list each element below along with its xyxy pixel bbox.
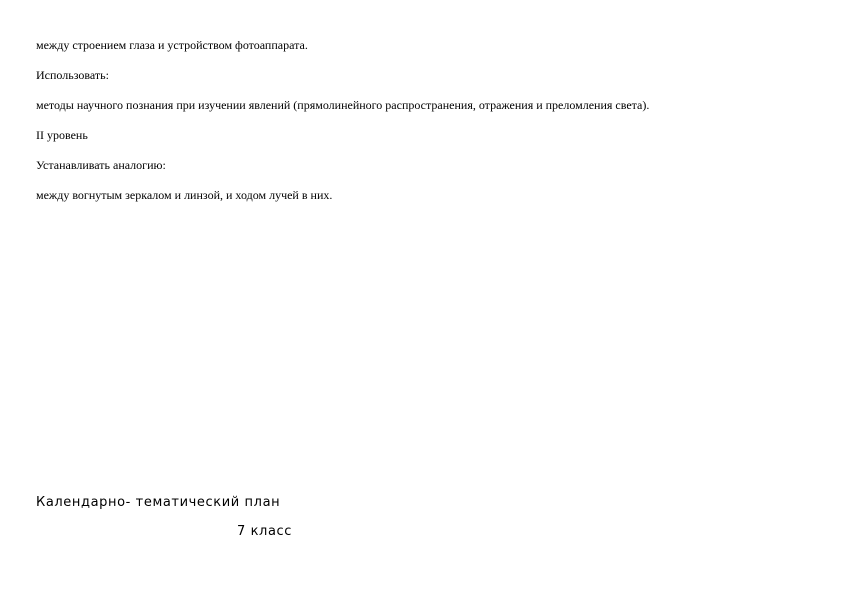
text-line-mirror-lens: между вогнутым зеркалом и линзой, и ходом лучей в них.	[36, 188, 333, 202]
text-line-use-heading: Использовать:	[36, 68, 109, 82]
text-line-scientific-methods: методы научного познания при изучении явлений (прямолинейного распространения, отражения и преломления света).	[36, 98, 650, 112]
text-line-analogy-heading: Устанавливать аналогию:	[36, 158, 166, 172]
plan-title: Календарно- тематический план	[36, 495, 281, 510]
text-line-level-two: II уровень	[36, 128, 88, 142]
plan-class-label: 7 класс	[237, 524, 293, 539]
text-line-camera-analogy: между строением глаза и устройством фотоаппарата.	[36, 38, 308, 52]
